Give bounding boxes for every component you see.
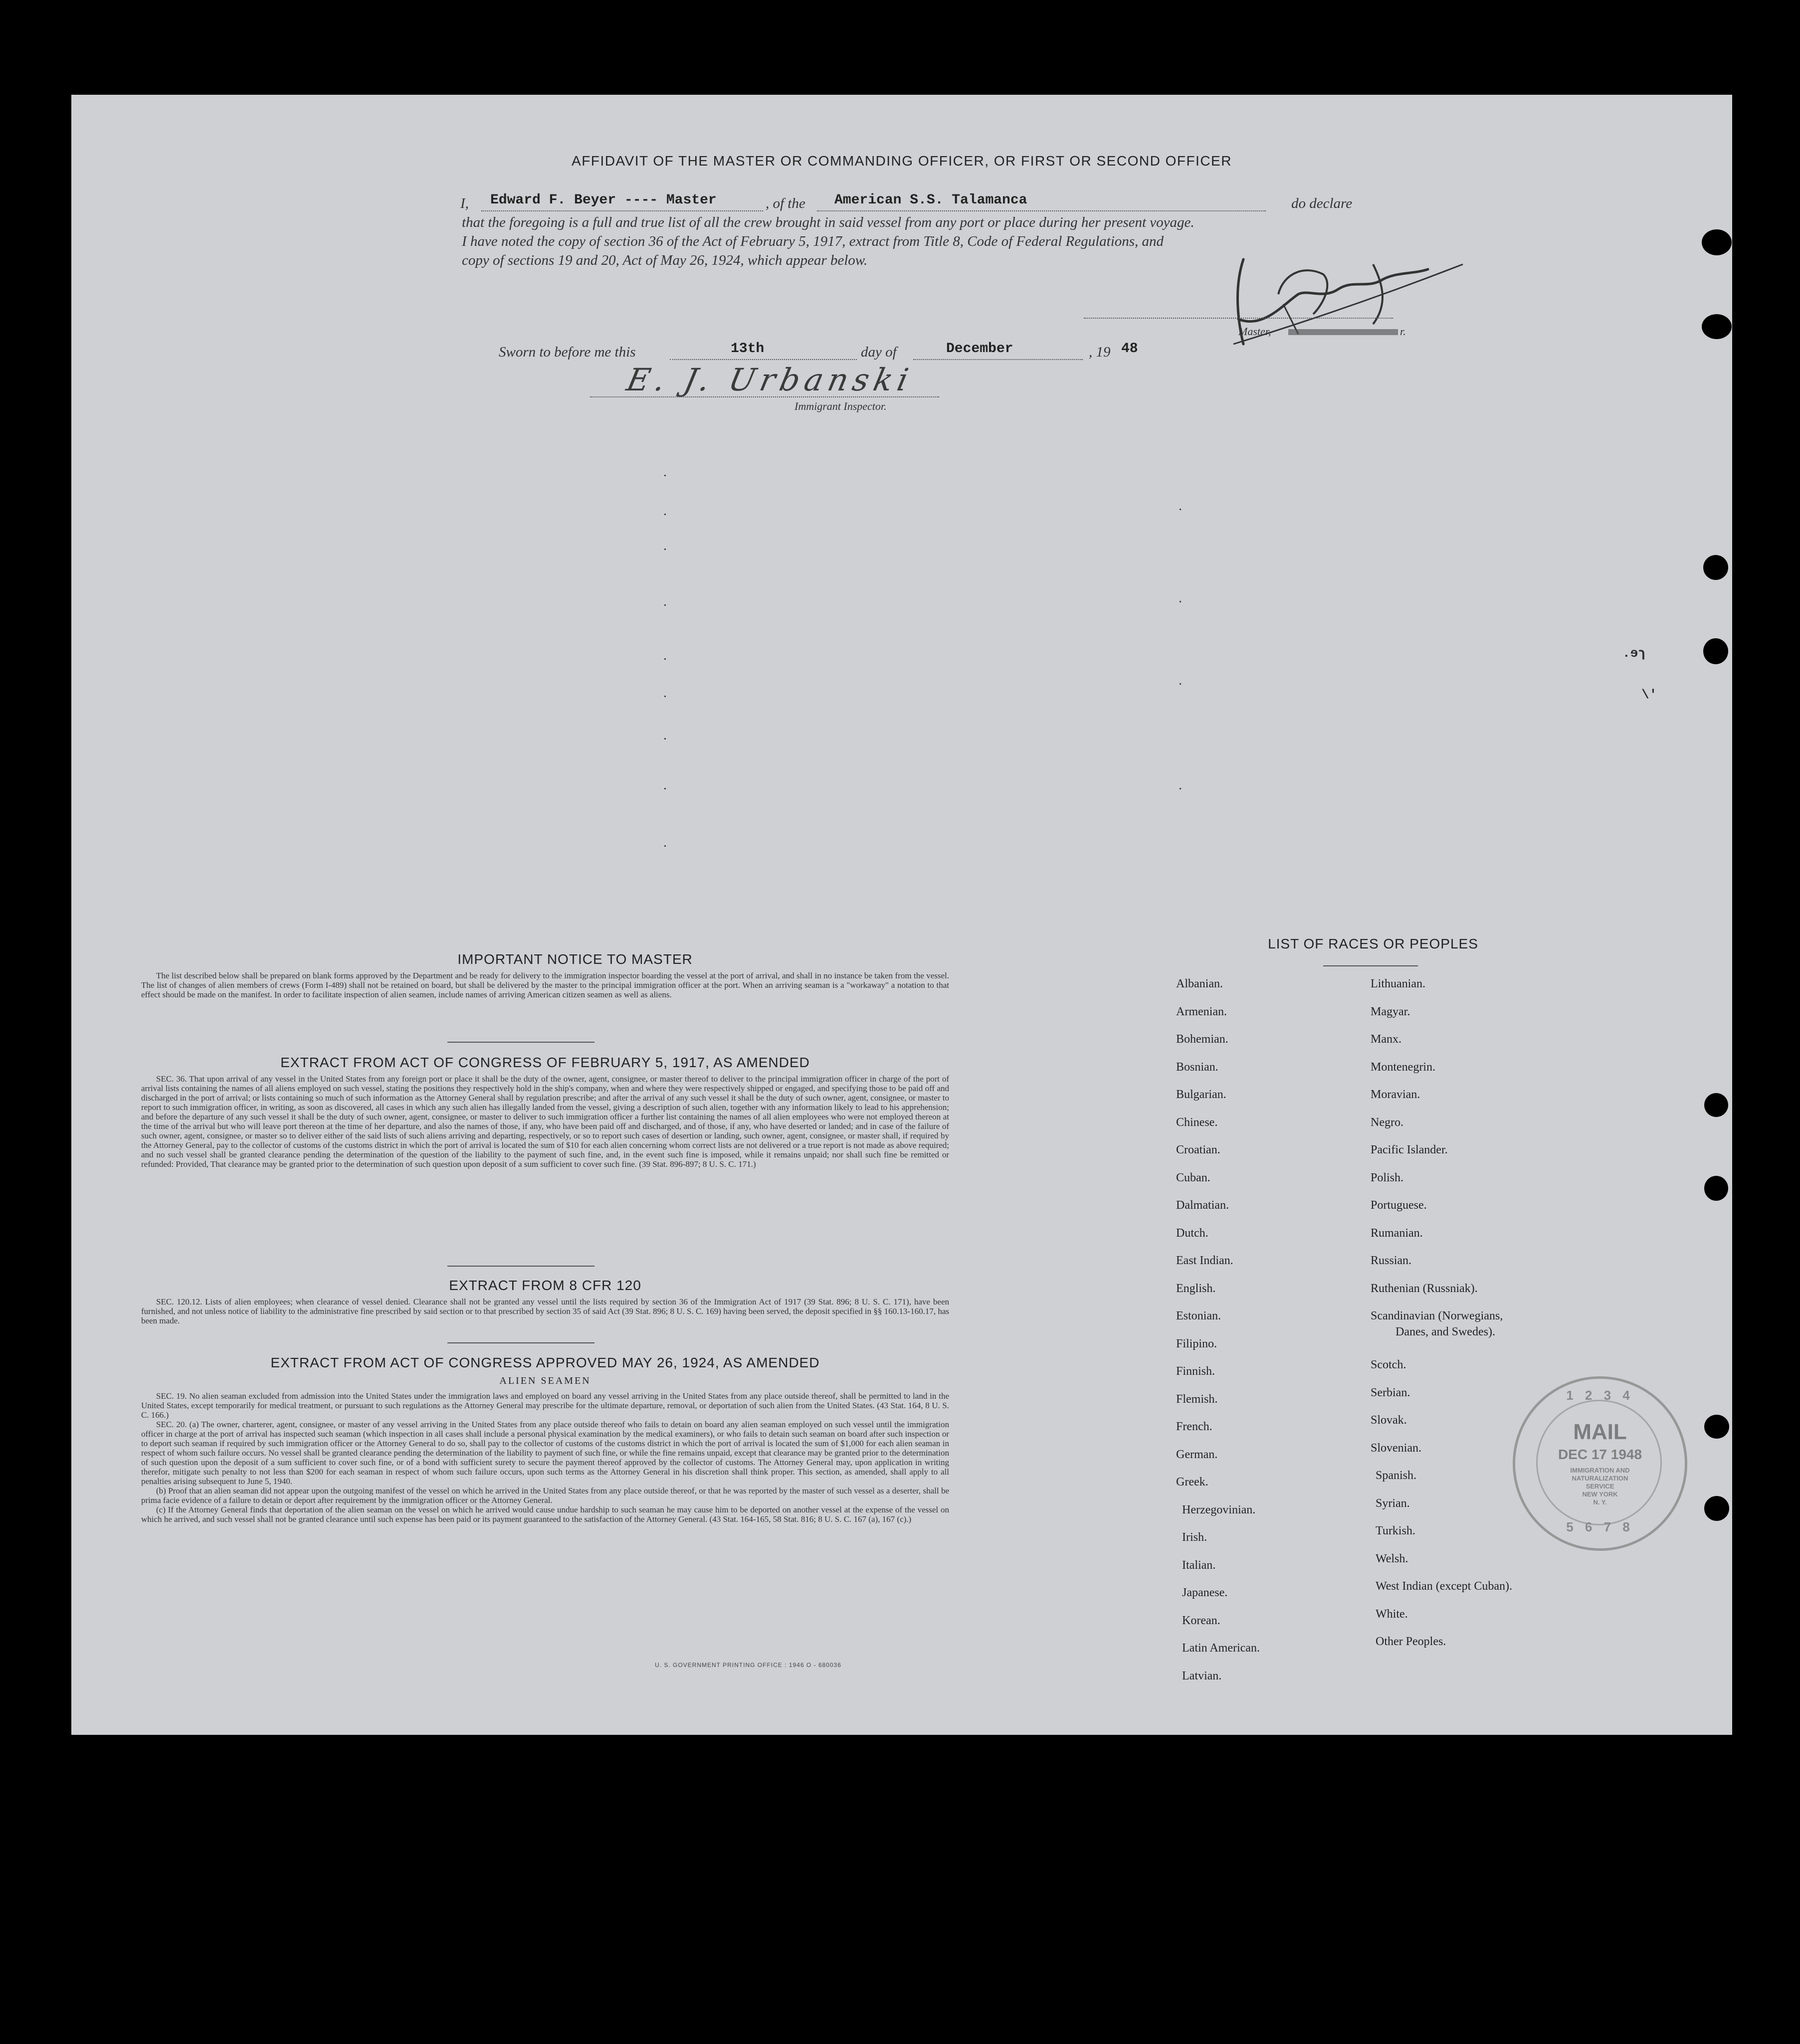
- binder-hole: [1704, 1496, 1729, 1521]
- race-item: Flemish.: [1176, 1392, 1218, 1406]
- race-item: Scandinavian (Norwegians,: [1371, 1309, 1503, 1322]
- race-item: German.: [1176, 1448, 1218, 1461]
- sec-20b: (b) Proof that an alien seaman did not appear upon the outgoing manifest of the vessel on which he arrived in the United States from any place outside thereof, or that he was reported by the master of such vessel as a deserter, shall be prima facie evidence of a failure to detain or deport after requirement by the immigration officer or the Attorney General.: [141, 1486, 949, 1505]
- dot-mark: [664, 549, 666, 550]
- day-value: 13th: [731, 341, 765, 357]
- extract-1924-body: [141, 1391, 949, 1524]
- extract-1917-heading: EXTRACT FROM ACT OF CONGRESS OF FEBRUARY 5, 1917, AS AMENDED: [280, 1055, 810, 1070]
- race-item: Polish.: [1371, 1171, 1404, 1184]
- struck-out-officer-title: [1288, 329, 1398, 335]
- inspector-signature: E. J. Urbanski: [623, 362, 917, 398]
- bleed-through-mark: .ɘɿ: [1622, 646, 1646, 661]
- race-item: Irish.: [1182, 1531, 1207, 1544]
- dot-mark: [664, 514, 666, 515]
- race-item: Montenegrin.: [1371, 1060, 1435, 1074]
- month-value: December: [946, 341, 1013, 357]
- race-item: Korean.: [1182, 1614, 1220, 1627]
- master-signature-line: [1084, 318, 1393, 319]
- dot-mark: [664, 788, 666, 789]
- race-item: Russian.: [1371, 1254, 1412, 1267]
- sworn-label: Sworn to before me this: [499, 344, 636, 360]
- vessel-fill-line: [817, 210, 1266, 211]
- race-item: Danes, and Swedes).: [1396, 1325, 1495, 1338]
- stamp-line-3: SERVICE: [1586, 1483, 1614, 1490]
- race-item: Turkish.: [1376, 1524, 1415, 1537]
- year-value: 48: [1121, 341, 1138, 357]
- race-item: White.: [1376, 1607, 1408, 1621]
- extract-1924-heading: EXTRACT FROM ACT OF CONGRESS APPROVED MAY 26, 1924, AS AMENDED: [270, 1355, 820, 1370]
- binder-hole: [1703, 555, 1728, 580]
- extract-1917-body: SEC. 36. That upon arrival of any vessel in the United States from any foreign port or place it shall be the duty of the owner, agent, consignee, or master thereof to deliver to the principal immigration officer in charge of the port of arrival lists containing the names of all aliens employed on such vessel, stating the positions they respectively hold in the ship's company, when and where they were respectively shipped or engaged, and specifying those to be paid off and discharged in the port of arrival; or lists containing so much of such information as the Attorney General shall by regulation prescribe; and after the arrival of any such vessel it shall be the duty of such owner, agent, consignee, or master to report to such immigration officer, in writing, as soon as discovered, all cases in which any such alien has illegally landed from the vessel, giving a description of such alien, together with any information likely to lead to his apprehension; and before the departure of any such vessel it shall be the duty of such owner, agent, consignee, or master to deliver to such immigration officer a further list containing the names of all alien employees who were not employed thereon at the time of the arrival but who will leave port thereon at the time of her departure, and also the names of those, if any, who have been paid off and discharged, and of those, if any, who have deserted or landed; and in case of the failure of such owner, agent, consignee, or master so to deliver either of the said lists of such aliens arriving and departing, respectively, or so to report such cases of desertion or landing, such owner, agent, consignee, or master shall, if required by the Attorney General, pay to the collector of customs of the customs district in which the port of arrival is located the sum of $10 for each alien concerning whom correct lists are not delivered or a true report is not made as above required; and no such vessel shall be granted clearance pending the determination of the question of the liability to the payment of such fine, and, in the event such fine is imposed, while it remains unpaid; nor shall such fine be remitted or refunded: Provided, That clearance may be granted prior to the determination of such question upon deposit of a sum sufficient to cover such fine. (39 Stat. 896-897; 8 U. S. C. 171.): [141, 1074, 949, 1169]
- inspector-caption: Immigrant Inspector.: [795, 400, 887, 412]
- race-item: French.: [1176, 1420, 1212, 1433]
- race-item: Lithuanian.: [1371, 977, 1425, 990]
- affidavit-line-3: I have noted the copy of section 36 of the Act of February 5, 1917, extract from Title 8, Code of Federal Regulations, and: [462, 233, 1164, 249]
- race-item: Latvian.: [1182, 1669, 1222, 1682]
- officer-name: Edward F. Beyer ---- Master: [490, 192, 717, 208]
- race-item: Japanese.: [1182, 1586, 1228, 1599]
- race-item: Bohemian.: [1176, 1033, 1228, 1046]
- race-item: Greek.: [1176, 1476, 1208, 1488]
- master-caption: Master,: [1238, 325, 1271, 338]
- race-item: Spanish.: [1376, 1469, 1417, 1482]
- race-item: English.: [1176, 1282, 1216, 1295]
- dot-mark: [664, 475, 666, 476]
- race-item: Syrian.: [1376, 1496, 1410, 1510]
- race-item: Magyar.: [1371, 1005, 1410, 1018]
- stamp-line-1: IMMIGRATION AND: [1570, 1467, 1630, 1474]
- race-item: Bosnian.: [1176, 1060, 1218, 1074]
- race-item: Herzegovinian.: [1182, 1503, 1256, 1516]
- race-item: Other Peoples.: [1376, 1635, 1446, 1648]
- binder-hole: [1702, 314, 1732, 339]
- race-item: Welsh.: [1376, 1552, 1408, 1565]
- race-item: Moravian.: [1371, 1088, 1420, 1101]
- race-item: Slovak.: [1371, 1414, 1407, 1427]
- race-item: Manx.: [1371, 1033, 1401, 1046]
- race-item: Finnish.: [1176, 1365, 1215, 1378]
- affidavit-line-4: copy of sections 19 and 20, Act of May 26, 1924, which appear below.: [462, 252, 868, 268]
- race-item: Bulgarian.: [1176, 1088, 1226, 1101]
- dot-mark: [664, 738, 666, 740]
- printer-imprint: U. S. GOVERNMENT PRINTING OFFICE : 1946 O - 680036: [655, 1662, 841, 1669]
- name-fill-line: [481, 210, 763, 211]
- stamp-label: MAIL: [1573, 1420, 1627, 1444]
- stamp-digits-bottom: 5 6 7 8: [1566, 1519, 1634, 1534]
- race-item: Scotch.: [1371, 1358, 1406, 1371]
- affidavit-i-label: I,: [460, 195, 469, 211]
- vessel-name: American S.S. Talamanca: [834, 192, 1027, 208]
- dot-mark: [1180, 683, 1181, 685]
- dot-mark: [664, 604, 666, 606]
- dot-mark: [664, 696, 666, 697]
- dot-mark: [1180, 601, 1181, 602]
- alien-seamen-subheading: ALIEN SEAMEN: [499, 1375, 591, 1386]
- race-item: Serbian.: [1371, 1386, 1410, 1399]
- day-fill-line: [670, 359, 857, 360]
- sec-20a: SEC. 20. (a) The owner, charterer, agent, consignee, or master of any vessel arriving in the United States from any place outside thereof who fails to detain on board any alien seaman employed on such vessel until the immigration officer in charge at the port of arrival has inspected such seaman (which inspection in all cases shall include a personal physical examination by the medical examiners), or who fails to detain such seaman on board after such inspection or to deport such seaman if required by such immigration officer or the Attorney General to do so, shall pay to the collector of customs of the customs district in which the port of arrival is located the sum of $1,000 for each alien seaman in respect of whom such failure occurs. No vessel shall be granted clearance pending the determination of the liability to payment of such fine, or while the fine remains unpaid, except that clearance may be granted prior to the determination of such question upon the deposit of a sum sufficient to cover such fine, or of a bond with sufficient surety to secure the payment thereof approved by the collector of customs. The Attorney General may, upon application in writing therefor, mitigate such penalty to not less than $200 for each seaman in respect of whom such failure occurs, upon such terms as the Attorney General in his discretion shall think proper. This section, as amended, shall apply to all penalties arising subsequent to June 5, 1940.: [141, 1420, 949, 1486]
- race-item: Latin American.: [1182, 1642, 1260, 1655]
- races-heading: LIST OF RACES OR PEOPLES: [1268, 936, 1478, 951]
- stamp-inner-ring: [1536, 1400, 1662, 1525]
- notice-body: The list described below shall be prepared on blank forms approved by the Department and be ready for delivery to the immigration inspector boarding the vessel at the port of arrival, and shall in no instance be taken from the vessel. The list of changes of alien members of crews (Form I-489) shall not be retained on board, but shall be delivered by the master to the principal immigration officer at the port. When an arriving seaman is a "workaway" a notation to that effect should be made on the manifest. In order to facilitate inspection of alien seamen, include names of arriving American citizen seamen as well as aliens.: [141, 971, 949, 999]
- race-item: Slovenian.: [1371, 1441, 1421, 1455]
- binder-hole: [1702, 229, 1732, 255]
- month-fill-line: [913, 359, 1083, 360]
- stamp-line-4: NEW YORK: [1582, 1490, 1618, 1498]
- do-declare-label: do declare: [1291, 195, 1353, 211]
- race-item: Cuban.: [1176, 1171, 1210, 1184]
- divider: [447, 1266, 595, 1267]
- sec-19: SEC. 19. No alien seaman excluded from admission into the United States under the immigration laws and employed on board any vessel arriving in the United States from any place outside thereof, shall be permitted to land in the United States, except temporarily for medical treatment, or pursuant to such regulations as the Attorney General may prescribe for the ultimate departure, removal, or deportation of such alien from the United States. (43 Stat. 164, 8 U. S. C. 166.): [141, 1391, 949, 1420]
- race-item: Dutch.: [1176, 1226, 1208, 1240]
- race-item: Portuguese.: [1371, 1199, 1427, 1212]
- race-item: Italian.: [1182, 1558, 1216, 1572]
- bleed-through-mark: \': [1641, 687, 1657, 702]
- year-prefix: , 19: [1089, 344, 1111, 360]
- binder-hole: [1704, 1415, 1729, 1439]
- race-item: Filipino.: [1176, 1337, 1217, 1350]
- race-item: Rumanian.: [1371, 1226, 1423, 1240]
- race-item: West Indian (except Cuban).: [1376, 1580, 1512, 1593]
- divider: [447, 1342, 595, 1343]
- race-item: Pacific Islander.: [1371, 1143, 1448, 1156]
- race-item: Armenian.: [1176, 1005, 1227, 1018]
- race-item: Ruthenian (Russniak).: [1371, 1282, 1478, 1295]
- dot-mark: [1180, 509, 1181, 510]
- divider: [447, 1042, 595, 1043]
- document-page: [71, 95, 1732, 1735]
- extract-cfr-body: SEC. 120.12. Lists of alien employees; when clearance of vessel denied. Clearance shall not be granted any vessel until the lists required by section 36 of the Immigration Act of 1917 (39 Stat. 896; 8 U. S. C. 171), have been furnished, and not unless notice of liability to the administrative fine prescribed by said section or to that prescribed by section 35 of said Act (39 Stat. 896; 8 U. S. C. 169) having been served, the deposit specified in §§ 160.13-160.17, has been made.: [141, 1297, 949, 1325]
- race-item: Dalmatian.: [1176, 1199, 1229, 1212]
- affidavit-title: AFFIDAVIT OF THE MASTER OR COMMANDING OFFICER, OR FIRST OR SECOND OFFICER: [572, 153, 1232, 169]
- affidavit-line-2: that the foregoing is a full and true list of all the crew brought in said vessel from any port or place during her present voyage.: [462, 214, 1195, 230]
- race-item: Estonian.: [1176, 1309, 1221, 1322]
- mail-received-stamp: [1513, 1376, 1687, 1551]
- race-item: Chinese.: [1176, 1115, 1218, 1129]
- dot-mark: [664, 845, 666, 847]
- binder-hole: [1704, 1176, 1728, 1201]
- stamp-line-2: NATURALIZATION: [1572, 1475, 1628, 1482]
- master-caption-tail: r.: [1400, 325, 1406, 338]
- stamp-date: DEC 17 1948: [1558, 1447, 1642, 1462]
- sec-20c: (c) If the Attorney General finds that deportation of the alien seaman on the vessel on which he arrived would cause undue hardship to such seaman he may cause him to be deported on another vessel at the expense of the vessel on which he arrived, and such vessel shall not be granted clearance until such expense has been paid or its payment guaranteed to the satisfaction of the Attorney General. (43 Stat. 164-165, 58 Stat. 816; 8 U. S. C. 167 (a), 167 (c).): [141, 1505, 949, 1524]
- race-item: Croatian.: [1176, 1143, 1220, 1156]
- dot-mark: [1180, 788, 1181, 789]
- race-item: Albanian.: [1176, 977, 1223, 990]
- notice-heading: IMPORTANT NOTICE TO MASTER: [457, 951, 693, 967]
- binder-hole: [1703, 638, 1728, 664]
- race-item: Negro.: [1371, 1115, 1403, 1129]
- dot-mark: [664, 658, 666, 660]
- divider: [1323, 965, 1418, 966]
- extract-cfr-heading: EXTRACT FROM 8 CFR 120: [449, 1278, 641, 1293]
- binder-hole: [1704, 1093, 1728, 1117]
- day-of-label: day of: [861, 344, 897, 360]
- inspector-signature-line: [590, 396, 939, 397]
- stamp-line-5: N. Y.: [1593, 1498, 1607, 1506]
- of-the-label: , of the: [766, 195, 805, 211]
- stamp-digits-top: 1 2 3 4: [1566, 1388, 1634, 1403]
- race-item: East Indian.: [1176, 1254, 1233, 1267]
